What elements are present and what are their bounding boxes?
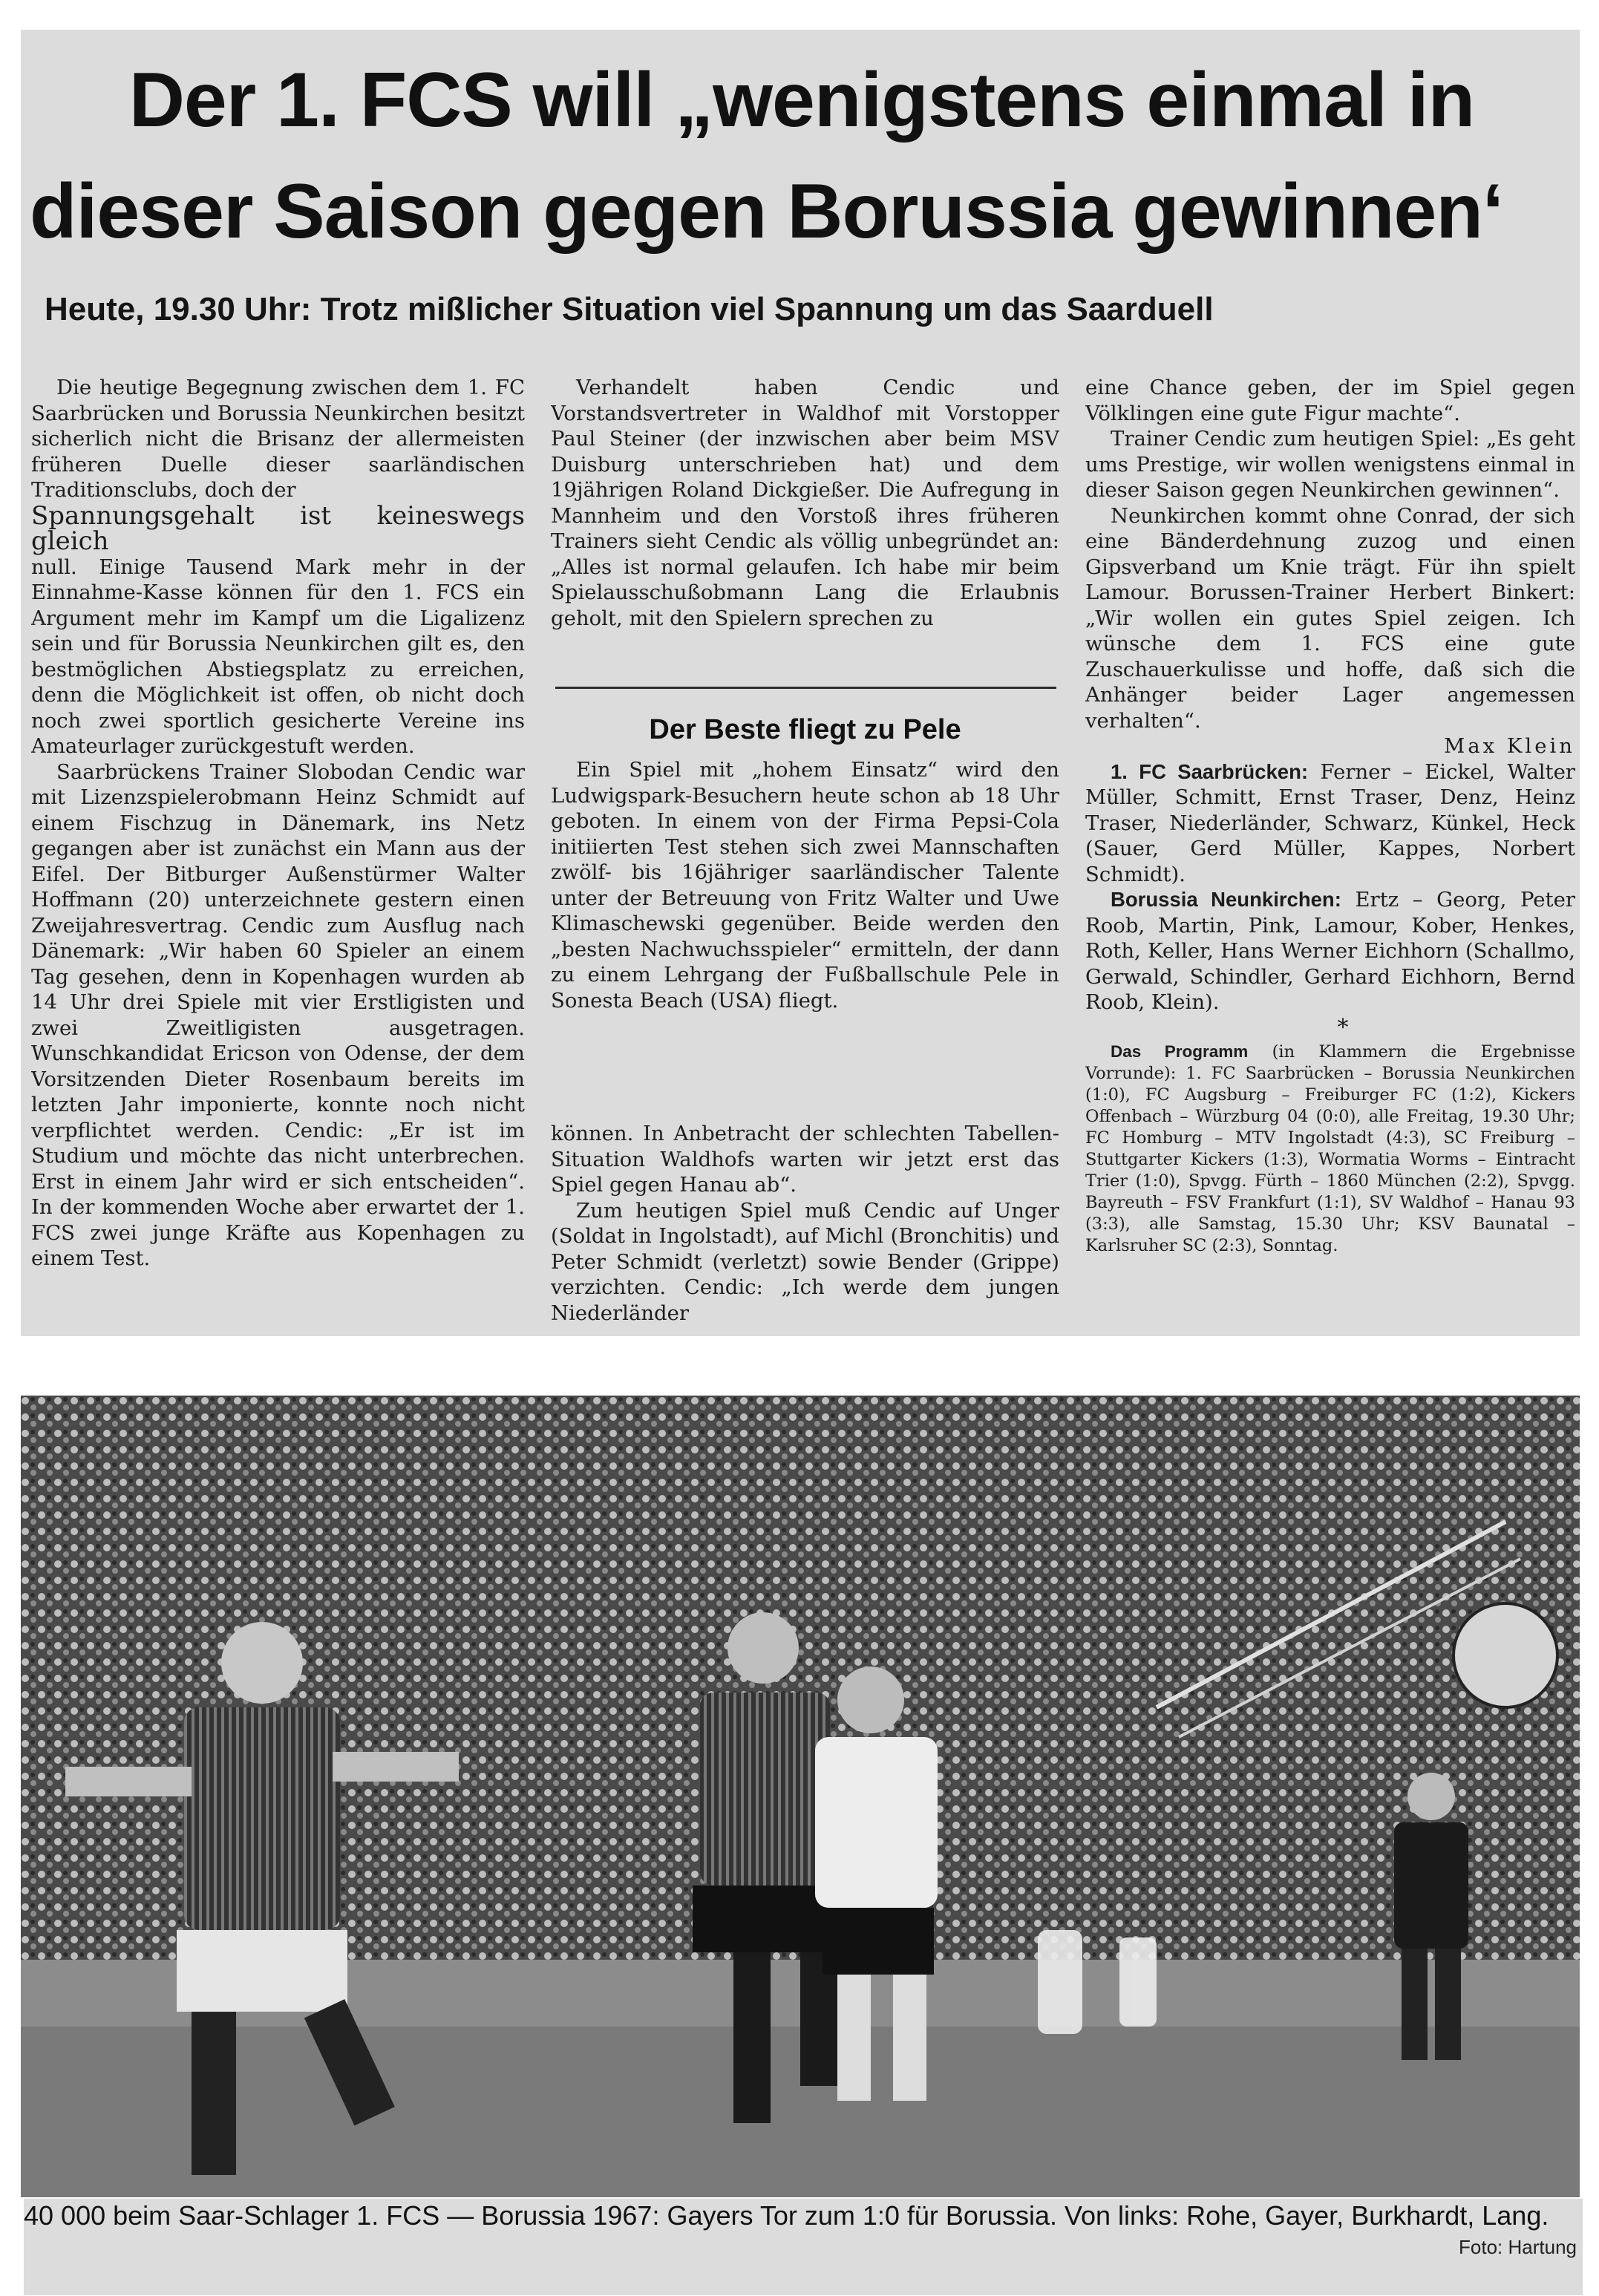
lineup-text: Ferner – Eickel, Walter Müller, Schmitt, Ernst Traser, Denz, Heinz Traser, Niederländer, Schwarz, Künkel, Heck (Sauer, Gerd Müller, Kappes, Norbert Schmidt). (1085, 759, 1575, 886)
paragraph: Neunkirchen kommt ohne Conrad, der sich eine Bänderdehnung zuzog und einen Gipsverband um Knie trägt. Für ihn spielt Lamour. Borussen-Trainer Herbert Binkert: „Wir wollen ein gutes Spiel zeigen. Ich wünsche dem 1. FCS eine gute Zuschauerkulisse und hoffe, daß sich die Anhänger beider Lager angemessen verhalten“. (1085, 503, 1575, 733)
box-text-column (551, 757, 1059, 1084)
paragraph: Trainer Cendic zum heutigen Spiel: „Es geht ums Prestige, wir wollen wenigstens einmal in dieser Saison gegen Neunkirchen gewinnen“. (1085, 427, 1575, 502)
paragraph: Saarbrückens Trainer Slobodan Cendic war mit Lizenzspielerobmann Heinz Schmidt auf einem Fischzug in Dänemark, ins Netz gegangen aber ist zunächst ein Mann aus der Eifel. Der Bitburger Außenstürmer Walter Hoffmann (20) unterzeichnete gestern einen Zweijahresvertrag. Cendic zum Ausflug nach Dänemark: „Wir haben 60 Spieler an einem Tag gesehen, denn in Kopenhagen wurden ab 14 Uhr drei Spiele mit vier Erstligisten und zwei Zweitligisten ausgetragen. Wunschkandidat Ericson von Odense, der dem Vorsitzenden Dieter Rosenbaum bereits im letzten Jahr imponierte, konnte noch nicht verpflichtet werden. Cendic: „Er ist im Studium und möchte das nicht unterbrechen. Erst in einem Jahr wird er sich entscheiden“. In der kommenden Woche aber erwartet der 1. FCS zwei junge Kräfte aus Kopenhagen zu einem Test. (31, 759, 525, 1270)
lineup-neunkirchen (1085, 887, 1575, 1015)
lineup-text: Ertz – Georg, Peter Roob, Martin, Pink, Lamour, Kober, Henkes, Roth, Keller, Hans Werner Eichhorn (Schallmo, Gerwald, Schindler, Gerhard Eichhorn, Bernd Roob, Klein). (1085, 888, 1575, 1014)
program-schedule (1085, 1041, 1575, 1257)
paragraph: eine Chance geben, der im Spiel gegen Völklingen eine gute Figur machte“. (1085, 376, 1575, 425)
paragraph: Verhandelt haben Cendic und Vorstandsvertreter in Waldhof mit Vorstopper Paul Steiner (der inzwischen aber beim MSV Duisburg unterschrieben hat) und dem 19jährigen Roland Dickgießer. Die Aufregung in Mannheim und den Vorstoß ihres früheren Trainers sieht Cendic als völlig unbegründet an: „Alles ist normal gelaufen. Ich habe mir beim Spielausschußobmann Lang die Erlaubnis geholt, mit den Spielern sprechen zu (551, 376, 1059, 630)
paragraph: können. In Anbetracht der schlechten Tabellen-Situation Waldhofs warten wir jetzt erst das Spiel gegen Hanau ab“. (551, 1122, 1059, 1197)
article-column-2-top (551, 375, 1059, 679)
program-text: (in Klammern die Ergebnisse Vorrunde): 1. FC Saarbrücken – Borussia Neunkirchen (1:0), FC Augsburg – Freiburger FC (1:2), Kickers Offenbach – Würzburg 04 (0:0), alle Freitag, 19.30 Uhr; FC Homburg – MTV Ingolstadt (4:3), SC Freiburg – Stuttgarter Kickers (1:3), Wormatia Worms – Eintracht Trier (1:0), Spvgg. Fürth – 1860 München (2:2), Spvgg. Bayreuth – FSV Frankfurt (1:1), SV Waldhof – Hanau 93 (3:3), alle Samstag, 15.30 Uhr; KSV Baunatal – Karlsruher SC (2:3), Sonntag. (1085, 1042, 1575, 1255)
paragraph: Ein Spiel mit „hohem Einsatz“ wird den Ludwigspark-Besuchern heute schon ab 18 Uhr geboten. In einem von der Firma Pepsi-Cola initiierten Test stehen sich zwei Mannschaften zwölf- bis 16jähriger saarländischer Talente unter der Betreuung von Fritz Walter und Uwe Klimaschewski gegenüber. Beide werden den „besten Nachwuchsspieler“ ermitteln, der dann zu einem Lehrgang der Fußballschule Pele in Sonesta Beach (USA) fliegt. (551, 758, 1059, 1013)
headline (30, 45, 1574, 282)
author: Max Klein (1444, 734, 1575, 758)
photo-caption: 40 000 beim Saar-Schlager 1. FCS — Borussia 1967: Gayers Tor zum 1:0 für Borussia. Von links: Rohe, Gayer, Burkhardt, Lang. (24, 2199, 1583, 2295)
headline-line-1: Der 1. FCS will „wenigstens einmal in (128, 57, 1475, 143)
article-column-2-bottom (551, 1121, 1059, 1332)
paragraph: Zum heutigen Spiel muß Cendic auf Unger (Soldat in Ingolstadt), auf Michl (Bronchitis) und Peter Schmidt (verletzt) sowie Bender (Grippe) verzichten. Cendic: „Ich werde dem jungen Niederländer (551, 1198, 1059, 1325)
separator-star: * (1337, 1014, 1349, 1041)
box-divider (555, 687, 1056, 689)
lineup-saarbruecken (1085, 759, 1575, 888)
article-column-3 (1085, 375, 1575, 1332)
headline-line-2: dieser Saison gegen Borussia gewinnen‘ (30, 169, 1503, 255)
paragraph-emphasis: Spannungsgehalt ist keineswegs gleich (31, 500, 525, 556)
paragraph: null. Einige Tausend Mark mehr in der Einnahme-Kasse können für den 1. FCS ein Argument mehr im Kampf um die Ligalizenz sein und für Borussia Neunkirchen gilt es, den bestmöglichen Abstiegsplatz zu erreichen, denn die Möglichkeit ist offen, ob nicht doch noch zwei sportlich gesicherte Vereine ins Amateurlager zurückgestuft werden. (31, 555, 525, 758)
article-column-1 (31, 375, 525, 1332)
team-name: 1. FC Saarbrücken: (1111, 759, 1309, 783)
match-photo-illustration (21, 1396, 1580, 2197)
photo-credit: Foto: Hartung (1459, 2236, 1577, 2258)
team-name: Borussia Neunkirchen: (1111, 888, 1341, 911)
box-title: Der Beste fliegt zu Pele (649, 714, 961, 745)
match-photo (21, 1396, 1580, 2197)
paragraph: Die heutige Begegnung zwischen dem 1. FC Saarbrücken und Borussia Neunkirchen besitzt sicherlich nicht die Brisanz der allermeisten früheren Duelle dieser saarländischen Traditionsclubs, doch der (31, 376, 525, 502)
program-label: Das Programm (1111, 1042, 1249, 1061)
subheadline: Heute, 19.30 Uhr: Trotz mißlicher Situation viel Spannung um das Saarduell (45, 291, 1214, 327)
